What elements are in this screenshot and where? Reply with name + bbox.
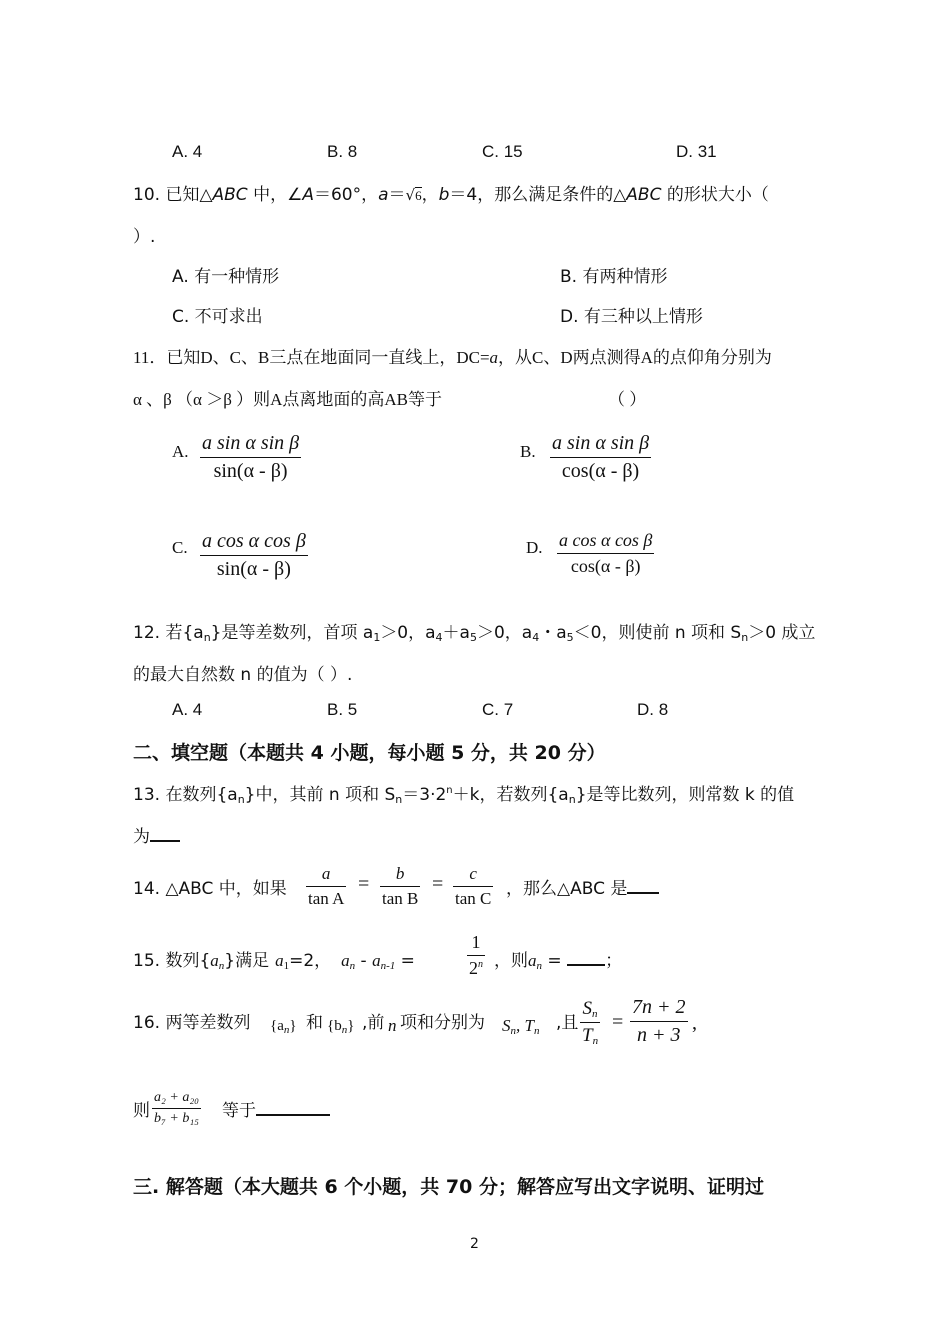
q13-answer-blank[interactable] [150,826,180,842]
section-2-heading: 二、填空题（本题共 4 小题，每小题 5 分，共 20 分） [133,742,606,764]
q15-answer-blank[interactable] [567,950,605,966]
q16-mid: ,前 [362,1013,385,1033]
q14-equals-1: = [358,873,370,895]
q16-n: n [388,1016,397,1035]
q16-st: $S_n$, $T_n$ [502,1016,540,1037]
q16-line2-tail: 等于 [222,1096,330,1121]
q16-prefix: 16. 两等差数列 [133,1013,251,1033]
q16-line2-prefix: 则 [133,1101,150,1121]
page-number: 2 [470,1236,479,1252]
q9-option-a: A. 4 [172,142,203,161]
q12-option-c: C. 7 [482,700,514,719]
q11-option-c-fraction: $\frac{\text{a cos α cos β}}{\sin(\alpha - \beta)}$ [202,530,306,580]
q10-line1: 10. 已知△ABC 中，∠A＝60°，a＝√6，b＝4，那么满足条件的△ABC 的形状大小（ [133,185,769,205]
q12-option-d: D. 8 [637,700,669,719]
q16-ratio-fraction: $\frac{S_n}{T_n}$ [582,998,599,1047]
q11-line1: 11．已知D、C、B三点在地面同一直线上，DC=a，从C、D两点测得A的点仰角分别为 [133,348,772,367]
q10-option-d: D. 有三种以上情形 [560,307,703,327]
q9-option-b: B. 8 [327,142,358,161]
q11-option-a-label: A. [172,442,189,461]
q12-option-b: B. 5 [327,700,358,719]
q14-fraction-a: $\frac{a}{\text{tan A}}$ [308,864,345,908]
q14-tail: ，那么△ABC 是 [506,874,659,899]
q15-fraction: $\frac{1}{2^n}$ [469,932,483,978]
q14-fraction-c: $\frac{c}{\text{tan C}}$ [455,864,492,908]
section-3-heading: 三. 解答题（本大题共 6 个小题，共 70 分；解答应写出文字说明、证明过 [133,1176,764,1198]
q9-option-d: D. 31 [676,142,717,161]
q10-option-c: C. 不可求出 [172,307,263,327]
q16-mid2: 项和分别为 [400,1013,485,1033]
q13-line2: 为 [133,822,180,847]
q16-seq-b: $\{b_n\}$ [327,1018,355,1036]
q16-result-fraction: $\frac{7n + 2}{n + 3}$ [632,996,686,1046]
q15-tail: ，则$a_n$ = ； [494,951,623,972]
q9-option-c: C. 15 [482,142,523,161]
q16-equals: = [612,1011,624,1033]
q14-prefix: 14. △ABC 中，如果 [133,879,287,899]
sqrt-sign: √ [405,186,416,204]
q16-seq-a: $\{a_n\}$ [270,1018,297,1036]
q10-option-a: A. 有一种情形 [172,267,280,287]
q11-option-c-label: C. [172,538,188,557]
q11-line2: α 、β （α ＞β ）则A点离地面的高AB等于 [133,390,443,409]
q10-option-b: B. 有两种情形 [560,267,668,287]
q11-option-d-label: D. [526,538,543,557]
q11-option-a-fraction: $\frac{\text{a sin α sin β}}{\sin(\alpha - \beta)}$ [202,432,300,482]
q12-line2: 的最大自然数 n 的值为（ ）. [133,665,353,685]
q13-line1: 13. 在数列$\{a_n\}$中，其前 n 项和 $S_n=3\cdot 2^n+k$，若数列$\{a_n\}$是等比数列，则常数 k 的值 [133,785,795,806]
q16-answer-blank[interactable] [256,1100,330,1116]
q11-answer-paren: （ ） [608,390,647,409]
q16-qie: ,且 [556,1013,579,1033]
q12-option-a: A. 4 [172,700,203,719]
q16-and: 和 [306,1013,323,1033]
q16-query-fraction: $\frac{\text{a₂ + a₂₀}}{\text{b₇ + b₁₅}}$ [154,1090,200,1126]
q15-line: 15. 数列$\{a_n\}$满足 $a_1=2$， $a_n - a_{n-1}$ = [133,951,415,972]
q14-fraction-b: $\frac{b}{\text{tan B}}$ [382,864,419,908]
q11-option-b-label: B. [520,442,536,461]
q12-line1: 12. 若$\{a_n\}$是等差数列，首项 $a_1>0$，$a_4+a_5>0$，$a_4$・$a_5<0$，则使前 n 项和 $S_n>0$ 成立 [133,623,816,644]
q14-equals-2: = [432,873,444,895]
q11-option-b-fraction: $\frac{\text{a sin α sin β}}{\cos(\alpha - \beta)}$ [552,432,650,482]
q11-option-d-fraction: $\frac{\text{a cos α cos β}}{\cos(\alpha - \beta)}$ [559,530,653,576]
q10-line2: ）. [133,227,156,247]
q14-answer-blank[interactable] [627,878,659,894]
q16-end-comma: , [692,1012,697,1034]
